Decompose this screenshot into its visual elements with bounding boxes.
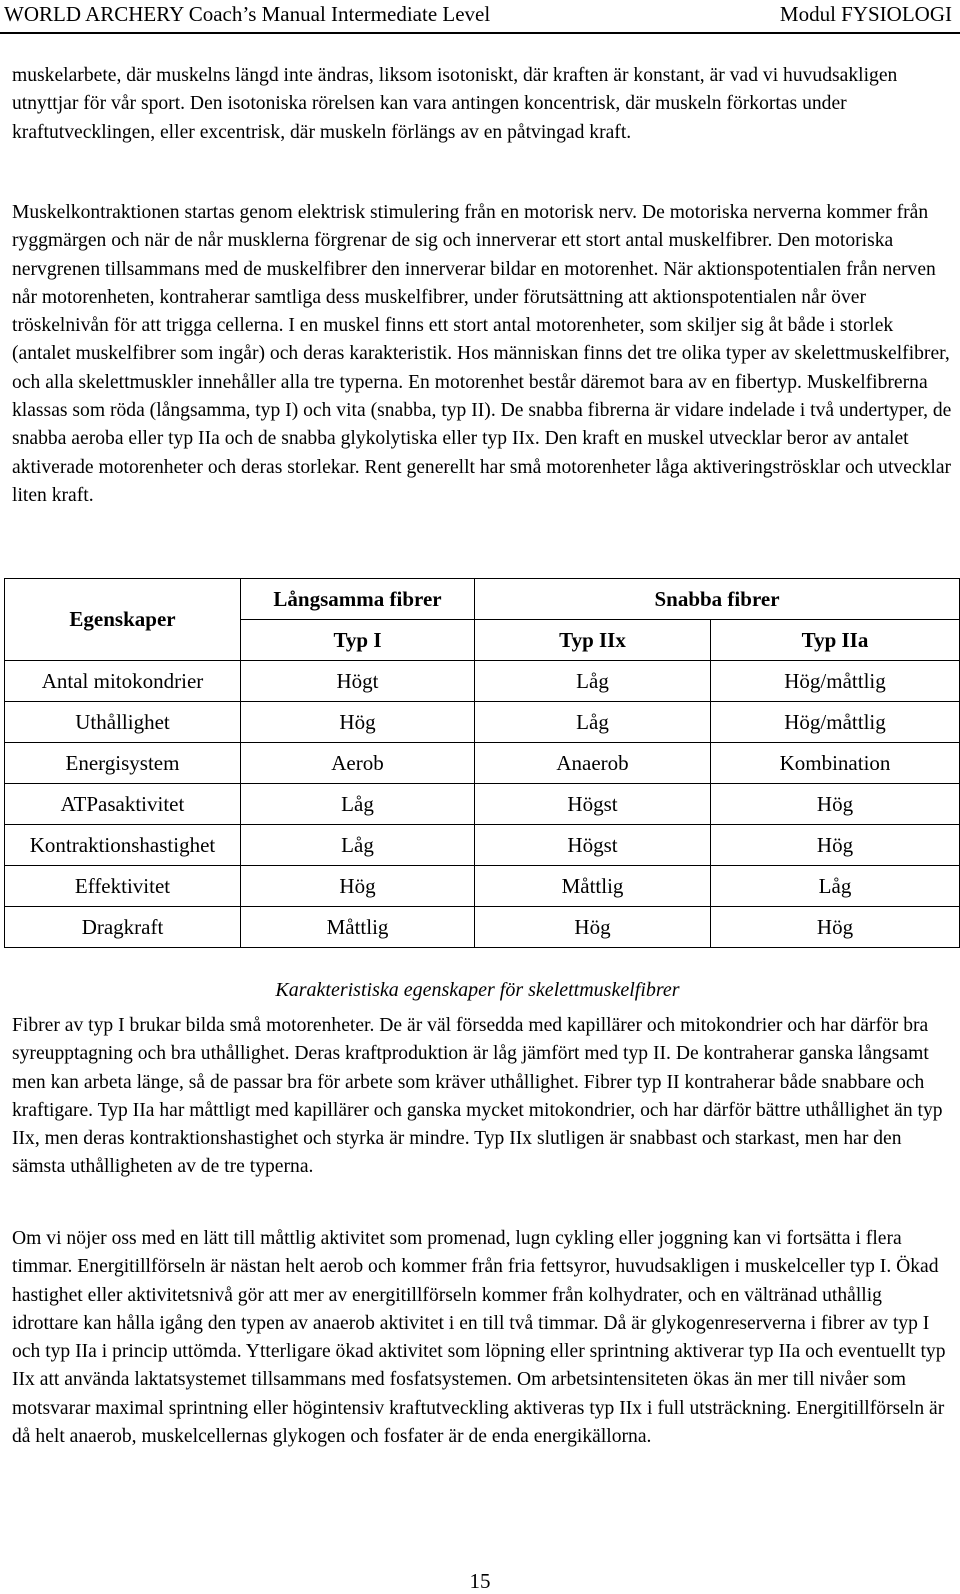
page-header xyxy=(0,0,960,26)
cell-typ-i: Låg xyxy=(241,825,475,866)
table-corner-header: Egenskaper xyxy=(5,579,241,661)
cell-typ-i: Hög xyxy=(241,866,475,907)
cell-typ-iix: Låg xyxy=(475,702,711,743)
cell-typ-iia: Kombination xyxy=(711,743,960,784)
cell-typ-i: Måttlig xyxy=(241,907,475,948)
row-label: ATPasaktivitet xyxy=(5,784,241,825)
header-title: WORLD ARCHERY Coach’s Manual Intermediate Level xyxy=(4,2,491,26)
row-label: Kontraktionshastighet xyxy=(5,825,241,866)
table-caption: Karakteristiska egenskaper för skelettmuskelfibrer xyxy=(275,979,680,1001)
column-header-typ-iix: Typ IIx xyxy=(475,620,711,661)
header-module: Modul FYSIOLOGI xyxy=(779,2,952,26)
cell-typ-i: Hög xyxy=(241,702,475,743)
table-row xyxy=(5,743,960,784)
group-header-slow: Långsamma fibrer xyxy=(241,579,475,620)
header-rule xyxy=(0,32,960,34)
table-row xyxy=(5,907,960,948)
paragraph-4: Om vi nöjer oss med en lätt till måttlig aktivitet som promenad, lugn cykling eller joggning kan vi fortsätta i flera timmar. Energitillförseln är nästan helt aerob och kommer från fria fettsyror, huvudsakligen i muskelceller typ I. Ökad hastighet eller aktivitetsnivå gör att mer av energitillförseln kommer från kolhydrater, och en vältränad uthållig idrottare kan hålla igång den typen av anaerob aktivitet i en till två timmar. Då är glykogenreserverna i fibrer av typ I och typ IIa i princip uttömda. Ytterligare ökad aktivitet som löpning eller sprintning aktiverar typ IIa och eventuellt typ IIx att använda laktatsystemet tillsammans med fosfatsystemen. Om arbetsintensiteten ökas än mer till nivåer som motsvarar maximal sprintning eller högintensiv kraftutveckling aktiveras typ IIx i full utsträckning. Energitillförseln är då helt anaerob, muskelcellernas glykogen och fosfater är de enda energikällorna. xyxy=(12,1228,946,1448)
row-label: Energisystem xyxy=(5,743,241,784)
page-number: 15 xyxy=(469,1569,491,1593)
column-header-typ-i: Typ I xyxy=(241,620,475,661)
row-label: Uthållighet xyxy=(5,702,241,743)
table-row xyxy=(5,784,960,825)
cell-typ-iix: Högst xyxy=(475,825,711,866)
cell-typ-iix: Måttlig xyxy=(475,866,711,907)
cell-typ-iix: Anaerob xyxy=(475,743,711,784)
cell-typ-iia: Hög xyxy=(711,825,960,866)
cell-typ-iia: Låg xyxy=(711,866,960,907)
table-row xyxy=(5,866,960,907)
row-label: Dragkraft xyxy=(5,907,241,948)
fiber-properties-table xyxy=(4,578,960,948)
row-label: Antal mitokondrier xyxy=(5,661,241,702)
cell-typ-iia: Hög/måttlig xyxy=(711,661,960,702)
cell-typ-i: Högt xyxy=(241,661,475,702)
cell-typ-i: Aerob xyxy=(241,743,475,784)
table-header-row-1 xyxy=(5,579,960,620)
paragraph-2: Muskelkontraktionen startas genom elektrisk stimulering från en motorisk nerv. De motoriska nerverna kommer från ryggmärgen och när de når musklerna förgrenar de sig och innerverar ett stort antal muskelfibrer. Den motoriska nervgrenen tillsammans med de muskelfibrer den innerverar bildar en motorenhet. När aktionspotentialen från nerven når motorenheten, kontraherar samtliga dess muskelfibrer, under förutsättning att aktionspotentialen når över tröskelnivån för att trigga cellerna. I en muskel finns ett stort antal motorenheter, som skiljer sig åt både i storlek (antalet muskelfibrer som ingår) och deras karakteristik. Hos människan finns det tre olika typer av skelettmuskelfibrer, och alla skelettmuskler innehåller alla tre typerna. En motorenhet består däremot bara av en fibertyp. Muskelfibrerna klassas som röda (långsamma, typ I) och vita (snabba, typ II). De snabba fibrerna är vidare indelade i två undertyper, de snabba aeroba eller typ IIa och de snabba glykolytiska eller typ IIx. Den kraft en muskel utvecklar beror av antalet aktiverade motorenheter och deras storlekar. Rent generellt har små motorenheter låga aktiveringströsklar och utvecklar liten kraft. xyxy=(12,202,952,506)
table-row xyxy=(5,661,960,702)
row-label: Effektivitet xyxy=(5,866,241,907)
cell-typ-iix: Högst xyxy=(475,784,711,825)
cell-typ-i: Låg xyxy=(241,784,475,825)
group-header-fast: Snabba fibrer xyxy=(475,579,960,620)
cell-typ-iix: Hög xyxy=(475,907,711,948)
table-row xyxy=(5,825,960,866)
column-header-typ-iia: Typ IIa xyxy=(711,620,960,661)
cell-typ-iia: Hög xyxy=(711,907,960,948)
cell-typ-iix: Låg xyxy=(475,661,711,702)
paragraph-3: Fibrer av typ I brukar bilda små motorenheter. De är väl försedda med kapillärer och mitokondrier och har därför bra syreupptagning och bra uthållighet. Deras kraftproduktion är låg jämfört med typ II. De kontraherar ganska långsamt men kan arbeta länge, så de passar bra för arbete som kräver uthållighet. Fibrer typ II kontraherar både snabbare och kraftigare. Typ IIa har måttligt med kapillärer och ganska mycket mitokondrier, och har därför bättre uthållighet än typ IIx, men deras kontraktionshastighet och styrka är mindre. Typ IIx slutligen är snabbast och starkast, men har den sämsta uthålligheten av de tre typerna. xyxy=(12,1015,943,1178)
cell-typ-iia: Hög xyxy=(711,784,960,825)
cell-typ-iia: Hög/måttlig xyxy=(711,702,960,743)
table-row xyxy=(5,702,960,743)
paragraph-1: muskelarbete, där muskelns längd inte ändras, liksom isotoniskt, där kraften är konstant, är vad vi huvudsakligen utnyttjar för vår sport. Den isotoniska rörelsen kan vara antingen koncentrisk, där muskeln förkortas under kraftutvecklingen, eller excentrisk, där muskeln förlängs av en påtvingad kraft. xyxy=(12,65,898,143)
